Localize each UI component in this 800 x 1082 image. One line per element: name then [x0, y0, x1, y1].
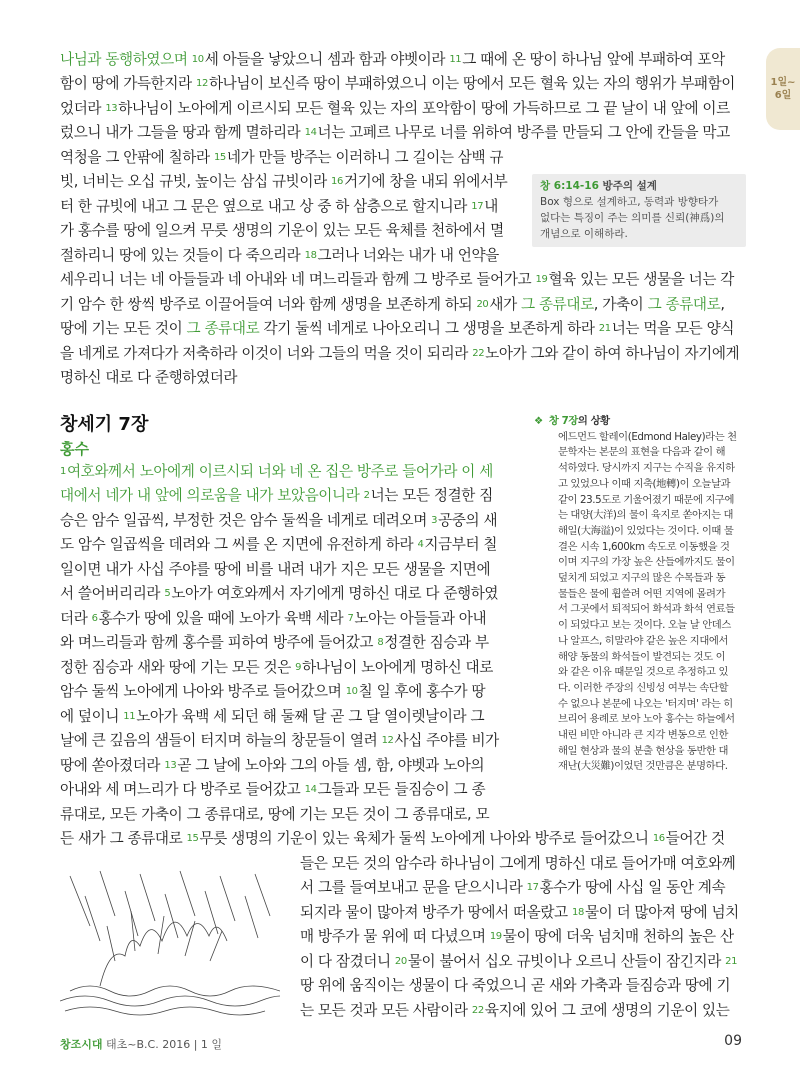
- text-line: 을 네게로 가져다가 저축하라 이것이 너와 그들의 먹을 것이 되리라 22노아가 그와 같이 하여 하나님이 자기에게: [60, 345, 740, 362]
- sidenote-line: 결은 시속 1,600km 속도로 이동했을 것: [558, 540, 730, 553]
- text-line: 더라 6홍수가 땅에 있을 때에 노아가 육백 세라 7노아는 아들들과 아내: [60, 610, 487, 627]
- text-line: 날에 큰 깊음의 샘들이 터지며 하늘의 창문들이 열려 12사십 주야를 비가: [60, 732, 499, 749]
- text-line: 아내와 세 며느리가 다 방주로 들어갔고 14그들과 모든 들짐승이 그 종: [60, 781, 486, 798]
- text-line: 대에서 네가 내 앞에 의로움을 내가 보았음이니라 2너는 모든 정결한 짐: [60, 487, 493, 504]
- chapter7-context-note: [534, 414, 750, 775]
- sidenote-line: 와 같은 이유 때문일 것으로 추정하고 있: [558, 666, 728, 679]
- sidenote-body: [558, 430, 750, 775]
- footer-day: 1 일: [200, 1038, 223, 1051]
- box-line: Box 형으로 설계하고, 동력과 방향타가: [540, 196, 719, 208]
- sidenote-line: 수 없으나 본문에 나오는 '터지며' 라는 히: [558, 697, 733, 710]
- text-line: 이 다 잠겼더니 20물이 불어서 십오 규빗이나 오르니 산들이 잠긴지라 21: [300, 953, 738, 970]
- sidenote-line: 이며 지구의 가장 높은 산들에까지도 물이: [558, 556, 735, 569]
- sidenote-line: 나 알프스, 히말라야 같은 높은 지대에서: [558, 634, 728, 647]
- text-line: 든 새가 그 종류대로 15무릇 생명의 기운이 있는 육체가 둘씩 노아에게 나아와 방주로 들어갔으니 16들어간 것: [60, 830, 725, 847]
- text-line: 는 모든 것과 모든 사람이라 22육지에 있어 그 코에 생명의 기운이 있는: [300, 1002, 730, 1019]
- sidenote-line: 고 있었으나 이때 지축(地轉)이 오늘날과: [558, 477, 731, 490]
- text-line: 류대로, 모든 가축이 그 종류대로, 땅에 기는 모든 것이 그 종류대로, 모: [60, 806, 490, 823]
- flood-illustration: [60, 866, 280, 1016]
- sidenote-line: 브리어 용례로 보아 노아 홍수는 하늘에서: [558, 713, 735, 726]
- text-line: 함이 땅에 가득한지라 12하나님이 보신즉 땅이 부패하였으니 이는 땅에서 모든 혈육 있는 자의 행위가 부패함이: [60, 75, 735, 92]
- ark-design-note-box: [532, 174, 746, 247]
- text-line: 명하신 대로 다 준행하였더라: [60, 369, 238, 386]
- footer-brand: 창조시대: [60, 1038, 103, 1051]
- diamond-cluster-icon: ❖: [534, 415, 543, 427]
- box-title: 창 6:14-16 방주의 설계: [540, 180, 657, 192]
- page-number: 09: [724, 1033, 742, 1049]
- text-line: 터 한 규빗에 내고 그 문은 옆으로 내고 상 중 하 삼층으로 할지니라 17내: [60, 198, 498, 215]
- text-line: 와 며느리들과 함께 홍수를 피하여 방주에 들어갔고 8정결한 짐승과 부: [60, 634, 489, 651]
- text-line: 땅 위에 움직이는 생물이 다 죽었으니 곧 새와 가축과 들짐승과 땅에 기: [300, 977, 731, 994]
- sidenote-line: 해일 현상과 물의 분출 현상을 동반한 대: [558, 744, 728, 757]
- text-line: 승은 암수 일곱씩, 부정한 것은 암수 둘씩을 네게로 데려오며 3공중의 새: [60, 512, 498, 529]
- footer-separator: |: [193, 1038, 198, 1051]
- date-tab-line1: 1일~: [770, 77, 796, 88]
- sidenote-line: 서 그곳에서 퇴적되어 화석과 화석 연료들: [558, 603, 735, 616]
- chapter-title: 창세기 7장: [60, 414, 149, 435]
- sidenote-line: 문학자는 본문의 표현을 다음과 같이 해: [558, 446, 726, 459]
- sidenote-line: 덮치게 되었고 지구의 많은 수목들과 동: [558, 572, 726, 585]
- text-line: 었더라 13하나님이 노아에게 이르시되 모든 혈육 있는 자의 포악함이 땅에 가득하므로 그 끝 날이 내 앞에 이르: [60, 100, 730, 117]
- text-line: 되지라 물이 많아져 방주가 땅에서 떠올랐고 18물이 더 많아져 땅에 넘치: [300, 904, 739, 921]
- text-line: 서 쓸어버리리라 5노아가 여호와께서 자기에게 명하신 대로 다 준행하였: [60, 585, 499, 602]
- sidenote-line: 에드먼드 할레이(Edmond Haley)라는 천: [558, 430, 737, 443]
- text-line: 기 암수 한 쌍씩 방주로 이끌어들여 너와 함께 생명을 보존하게 하되 20새가 그 종류대로, 가축이 그 종류대로,: [60, 296, 725, 313]
- footer-range: 태초~B.C. 2016: [106, 1038, 191, 1051]
- chapter-subtitle: 홍수: [60, 440, 89, 458]
- text-line: 매 방주가 물 위에 떠 다녔으며 19물이 땅에 더욱 넘치매 천하의 높은 산: [300, 928, 734, 945]
- text-line: 나님과 동행하였으며 10세 아들을 낳았으니 셈과 함과 야벳이라 11그 때에 온 땅이 하나님 앞에 부패하여 포악: [60, 51, 725, 68]
- text-line: 도 암수 일곱씩을 데려와 그 씨를 온 지면에 유전하게 하라 4지금부터 칠: [60, 536, 498, 553]
- sidenote-line: 석하였다. 당시까지 지구는 수직을 유지하: [558, 462, 735, 475]
- sidenote-title: ❖ 창 7장의 상황: [534, 415, 610, 427]
- text-line: 서 그를 들여보내고 문을 닫으시니라 17홍수가 땅에 사십 일 동안 계속: [300, 879, 726, 896]
- box-line: 개념으로 이해하라.: [540, 228, 628, 240]
- text-line: 일이면 내가 사십 주야를 땅에 비를 내려 내가 지은 모든 생물을 지면에: [60, 561, 491, 578]
- sidenote-line: 이 되었다고 보는 것이다. 오늘 날 안데스: [558, 619, 731, 632]
- text-line: 정한 짐승과 새와 땅에 기는 모든 것은 9하나님이 노아에게 명하신 대로: [60, 659, 493, 676]
- text-line: 세우리니 너는 네 아들들과 네 아내와 네 며느리들과 함께 그 방주로 들어가고 19혈육 있는 모든 생물을 너는 각: [60, 271, 735, 288]
- sidenote-line: 내린 비만 아니라 큰 지각 변동으로 인한: [558, 729, 728, 742]
- sidenote-line: 재난(大災難)이었던 것만큼은 분명하다.: [558, 760, 728, 773]
- text-line: 땅에 쏟아졌더라 13곧 그 날에 노아와 그의 아들 셈, 함, 야벳과 노아의: [60, 757, 485, 774]
- text-line: 1여호와께서 노아에게 이르시되 너와 네 온 집은 방주로 들어가라 이 세: [60, 463, 493, 480]
- sidenote-line: 는 대양(大洋)의 물이 육지로 쏟아지는 대: [558, 509, 734, 522]
- text-line: 암수 둘씩 노아에게 나아와 방주로 들어갔으며 10칠 일 후에 홍수가 땅: [60, 683, 486, 700]
- date-tab-line2: 6일: [774, 90, 792, 101]
- sidenote-line: 다. 이러한 주장의 신빙성 여부는 속단할: [558, 681, 728, 694]
- footer: [60, 1036, 222, 1052]
- date-range-tab: [766, 48, 800, 130]
- sidenote-line: 같이 23.5도로 기울어졌기 때문에 지구에: [558, 493, 735, 506]
- sidenote-line: 해일(大海溢)이 있었다는 것이다. 이때 물: [558, 524, 734, 537]
- sidenote-line: 해양 동물의 화석들이 발견되는 것도 이: [558, 650, 726, 663]
- box-line: 없다는 특징이 주는 의미를 신뢰(神爲)의: [540, 212, 725, 224]
- sidenote-line: 물들은 물에 휩쓸려 어떤 지역에 몰려가: [558, 587, 726, 600]
- text-line: 땅에 기는 모든 것이 그 종류대로 각기 둘씩 네게로 나아오리니 그 생명을 보존하게 하라 21너는 먹을 모든 양식: [60, 320, 735, 337]
- text-line: 빗, 너비는 오십 규빗, 높이는 삼십 규빗이라 16거기에 창을 내되 위에서부: [60, 173, 508, 190]
- text-line: 들은 모든 것의 암수라 하나님이 그에게 명하신 대로 들어가매 여호와께: [300, 855, 736, 872]
- text-line: 절하리니 땅에 있는 것들이 다 죽으리라 18그러나 너와는 내가 내 언약을: [60, 247, 499, 264]
- text-line: 에 덮이니 11노아가 육백 세 되던 해 둘째 달 곧 그 달 열이렛날이라 그: [60, 708, 485, 725]
- text-line: 렀으니 내가 그들을 땅과 함께 멸하리라 14너는 고페르 나무로 너를 위하여 방주를 만들되 그 안에 칸들을 막고: [60, 124, 730, 141]
- text-line: 역청을 그 안팎에 칠하라 15네가 만들 방주는 이러하니 그 길이는 삼백 규: [60, 149, 504, 166]
- text-line: 가 홍수를 땅에 일으켜 무릇 생명의 기운이 있는 모든 육체를 천하에서 멸: [60, 222, 504, 239]
